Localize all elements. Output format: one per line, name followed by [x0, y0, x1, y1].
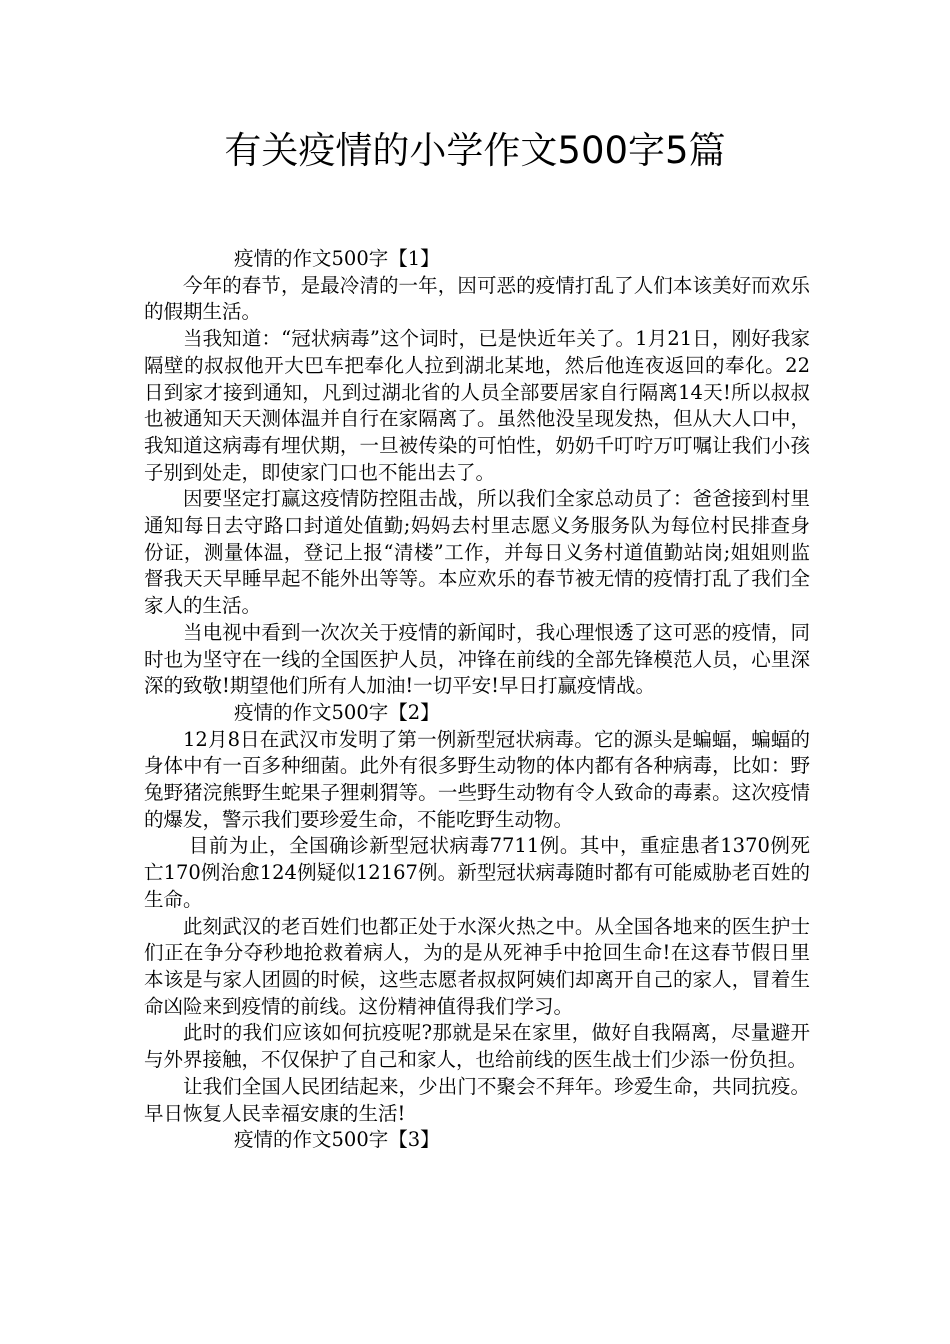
- page-title: 有关疫情的小学作文500字5篇: [224, 129, 726, 172]
- paragraph: 当我知道：“冠状病毒”这个词时，已是快近年关了。1月21日，刚好我家隔壁的叔叔他开大巴车把奉化人拉到湖北某地，然后他连夜返回的奉化。22日到家才接到通知，凡到过湖北省的人员全部要居家自行隔离14天!所以叔叔也被通知天天测体温并自行在家隔离了。虽然他没呈现发热，但从大人口中，我知道这病毒有埋伏期，一旦被传染的可怕性，奶奶千叮咛万叮嘱让我们小孩子别到处走，即使家门口也不能出去了。: [144, 327, 810, 484]
- essay-heading: 疫情的作文500字【3】: [234, 1128, 440, 1152]
- paragraph: 目前为止，全国确诊新型冠状病毒7711例。其中，重症患者1370例死亡170例治愈124例疑似12167例。新型冠状病毒随时都有可能威胁老百姓的生命。: [144, 834, 810, 911]
- paragraph: 让我们全国人民团结起来，少出门不聚会不拜年。珍爱生命，共同抗疫。早日恢复人民幸福安康的生活!: [144, 1074, 810, 1125]
- paragraph: 当电视中看到一次次关于疫情的新闻时，我心理恨透了这可恶的疫情，同时也为坚守在一线的全国医护人员，冲锋在前线的全部先锋模范人员，心里深深的致敬!期望他们所有人加油!一切平安!早日打赢疫情战。: [144, 620, 810, 698]
- essay-heading: 疫情的作文500字【1】: [234, 247, 440, 270]
- essay-heading: 疫情的作文500字【2】: [234, 700, 440, 724]
- paragraph: 此刻武汉的老百姓们也都正处于水深火热之中。从全国各地来的医生护士们正在争分夺秒地抢救着病人，为的是从死神手中抢回生命!在这春节假日里本该是与家人团圆的时候，这些志愿者叔叔阿姨们却离开自己的家人，冒着生命凶险来到疫情的前线。这份精神值得我们学习。: [144, 914, 810, 1018]
- paragraph: 此时的我们应该如何抗疫呢?那就是呆在家里，做好自我隔离，尽量避开与外界接触，不仅保护了自己和家人，也给前线的医生战士们少添一份负担。: [144, 1021, 810, 1072]
- paragraph: 因要坚定打赢这疫情防控阻击战，所以我们全家总动员了：爸爸接到村里通知每日去守路口封道处值勤;妈妈去村里志愿义务服务队为每位村民排查身份证，测量体温，登记上报“清楼”工作，并每日义务村道值勤站岗;姐姐则监督我天天早睡早起不能外出等等。本应欢乐的春节被无情的疫情打乱了我们全家人的生活。: [144, 487, 810, 618]
- paragraph: 12月8日在武汉市发明了第一例新型冠状病毒。它的源头是蝙蝠，蝙蝠的身体中有一百多种细菌。此外有很多野生动物的体内都有各种病毒，比如：野兔野猪浣熊野生蛇果子狸刺猬等。一些野生动物有令人致命的毒素。这次疫情的爆发，警示我们要珍爱生命，不能吃野生动物。: [144, 727, 810, 831]
- document-body: [144, 246, 810, 1154]
- paragraph: 今年的春节，是最冷清的一年，因可恶的疫情打乱了人们本该美好而欢乐的假期生活。: [144, 273, 810, 324]
